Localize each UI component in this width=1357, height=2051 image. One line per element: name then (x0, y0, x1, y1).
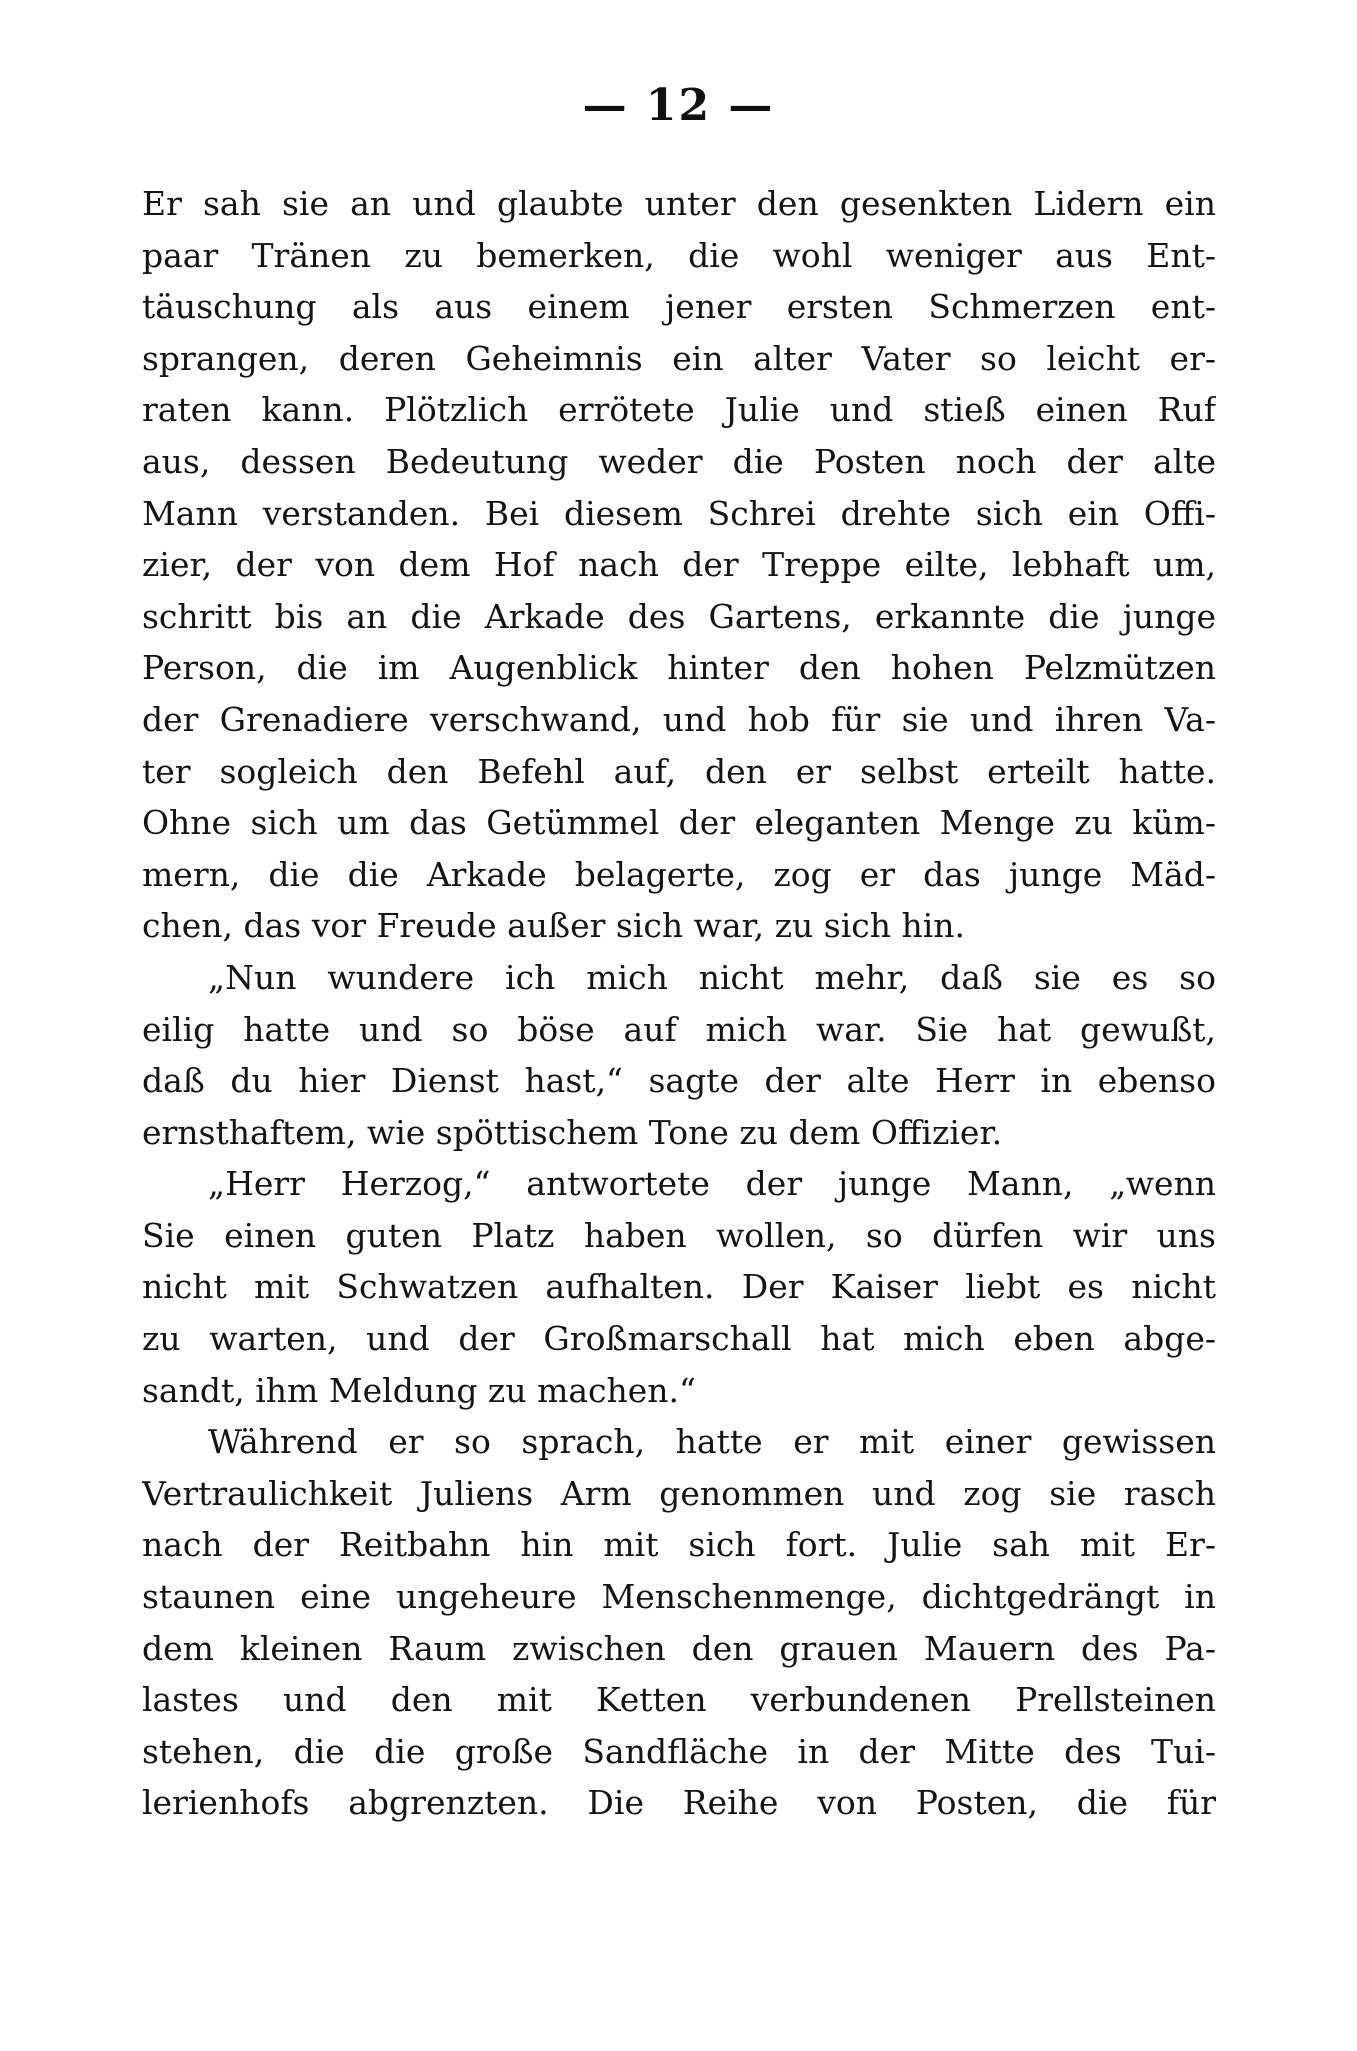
text-line: Während er so sprach, hatte er mit einer gewissen (208, 1422, 1216, 1462)
text-line: paar Tränen zu bemerken, die wohl weniger aus Ent- (142, 235, 1216, 275)
text-line: stehen, die die große Sandfläche in der Mitte des Tui- (142, 1731, 1216, 1771)
text-line: der Grenadiere verschwand, und hob für sie und ihren Va- (142, 699, 1216, 739)
text-line: chen, das vor Freude außer sich war, zu sich hin. (142, 906, 966, 946)
text-line: aus, dessen Bedeutung weder die Posten noch der alte (142, 441, 1216, 481)
text-line: Mann verstanden. Bei diesem Schrei drehte sich ein Offi- (142, 493, 1216, 533)
text-line: mern, die die Arkade belagerte, zog er das junge Mäd- (142, 854, 1216, 894)
text-line: Sie einen guten Platz haben wollen, so dürfen wir uns (142, 1215, 1216, 1255)
text-line: lerienhofs abgrenzten. Die Reihe von Posten, die für (142, 1783, 1216, 1823)
text-line: eilig hatte und so böse auf mich war. Sie hat gewußt, (142, 1009, 1216, 1049)
text-line: „Herr Herzog,“ antwortete der junge Mann, „wenn (208, 1164, 1216, 1204)
text-line: nach der Reitbahn hin mit sich fort. Julie sah mit Er- (142, 1525, 1216, 1565)
text-line: raten kann. Plötzlich errötete Julie und stieß einen Ruf (142, 390, 1216, 430)
text-line: staunen eine ungeheure Menschenmenge, dichtgedrängt in (142, 1577, 1216, 1617)
text-line: ter sogleich den Befehl auf, den er selbst erteilt hatte. (142, 751, 1216, 791)
text-line: täuschung als aus einem jener ersten Schmerzen ent- (142, 287, 1216, 327)
text-line: Er sah sie an und glaubte unter den gesenkten Lidern ein (142, 184, 1216, 223)
text-line: lastes und den mit Ketten verbundenen Prellsteinen (142, 1680, 1216, 1720)
text-line: „Nun wundere ich mich nicht mehr, daß sie es so (208, 957, 1216, 997)
text-line: zier, der von dem Hof nach der Treppe eilte, lebhaft um, (142, 545, 1216, 585)
text-line: daß du hier Dienst hast,“ sagte der alte Herr in ebenso (142, 1061, 1216, 1101)
text-line: schritt bis an die Arkade des Gartens, erkannte die junge (142, 596, 1216, 636)
text-line: Person, die im Augenblick hinter den hohen Pelzmützen (142, 648, 1216, 688)
text-line: zu warten, und der Großmarschall hat mich eben abge- (142, 1319, 1216, 1359)
text-line: nicht mit Schwatzen aufhalten. Der Kaiser liebt es nicht (142, 1267, 1216, 1307)
text-line: sprangen, deren Geheimnis ein alter Vater so leicht er- (142, 338, 1216, 378)
text-line: sandt, ihm Meldung zu machen.“ (142, 1370, 696, 1410)
page-number: — 12 — (582, 80, 775, 131)
text-line: Ohne sich um das Getümmel der eleganten Menge zu küm- (142, 803, 1216, 843)
text-line: dem kleinen Raum zwischen den grauen Mauern des Pa- (142, 1628, 1216, 1668)
text-line: ernsthaftem, wie spöttischem Tone zu dem Offizier. (142, 1112, 1003, 1152)
body-text (142, 178, 1216, 1829)
text-line: Vertraulichkeit Juliens Arm genommen und zog sie rasch (142, 1473, 1216, 1513)
